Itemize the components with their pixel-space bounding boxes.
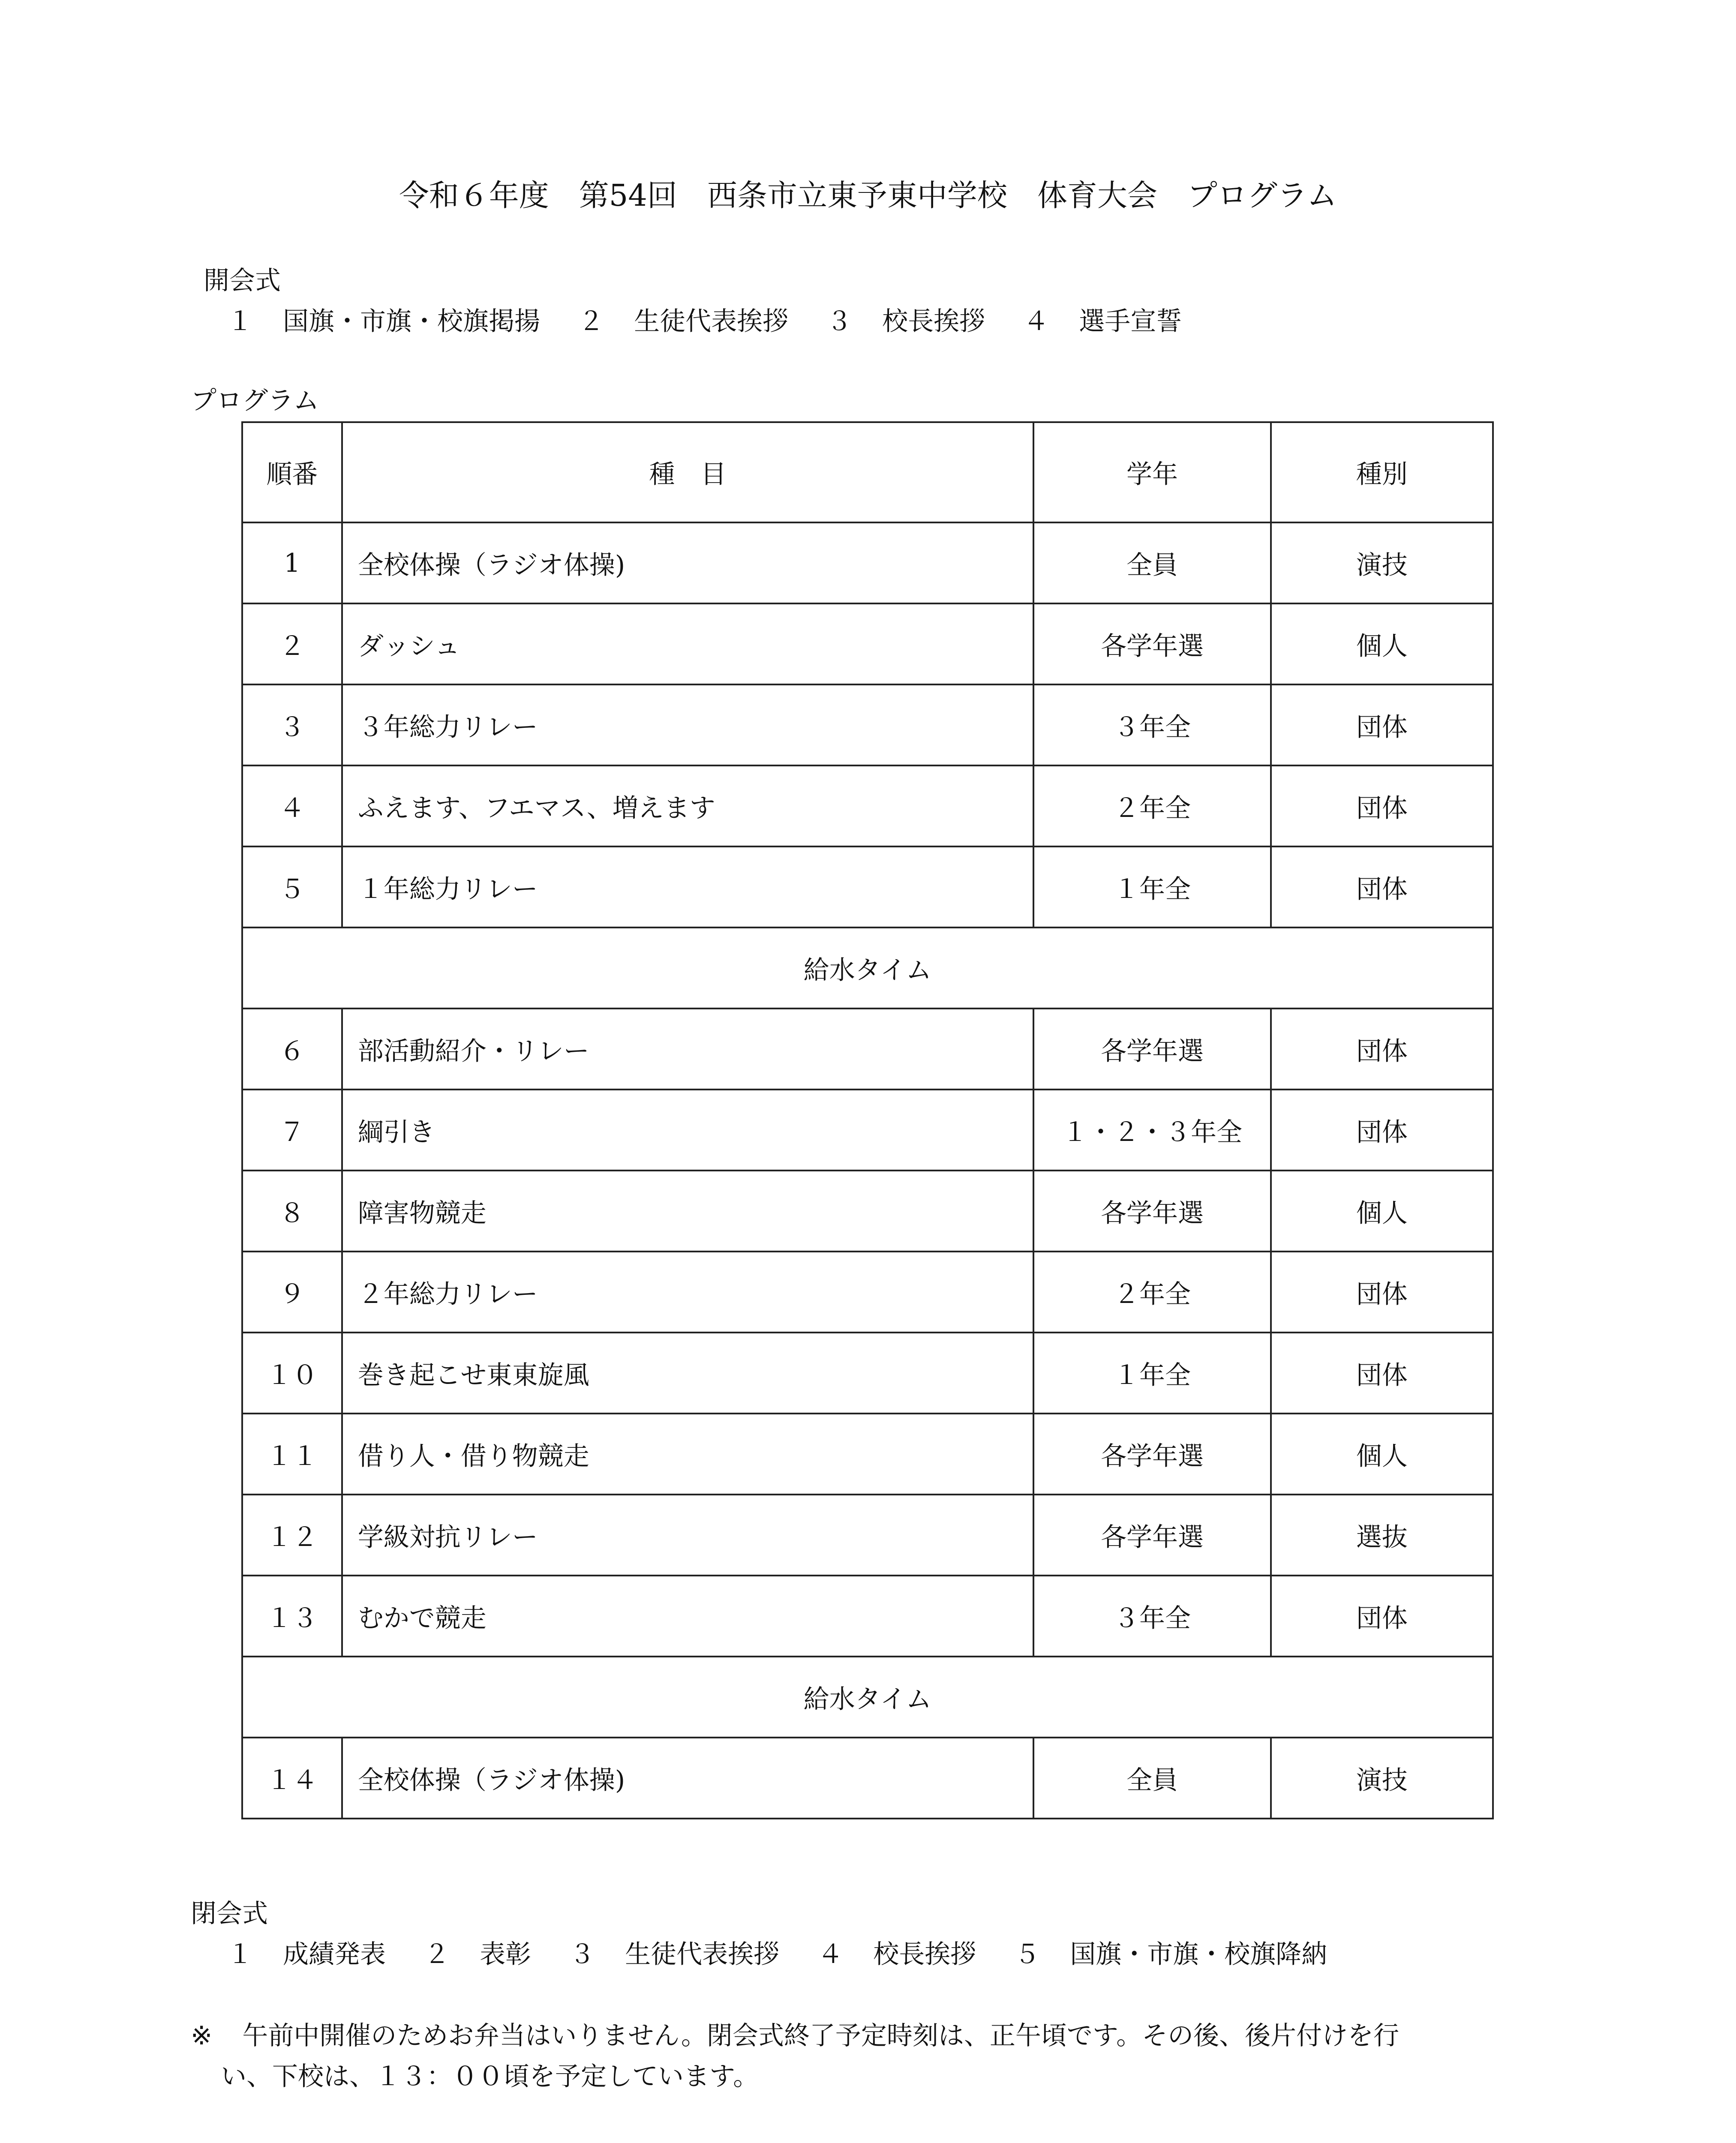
cell-type: 個人: [1271, 1414, 1493, 1495]
column-header-type: 種別: [1271, 422, 1493, 522]
cell-grade: ３年全: [1033, 1576, 1270, 1657]
note-line-1: [191, 2023, 1399, 2049]
closing-item-text: 成績発表: [283, 1939, 386, 1969]
cell-order: １２: [242, 1495, 342, 1576]
cell-event: ダッシュ: [342, 603, 1034, 684]
break-row: [242, 927, 1493, 1008]
table-row: [242, 1738, 1493, 1819]
cell-type: 団体: [1271, 1008, 1493, 1090]
cell-event: 巻き起こせ東東旋風: [342, 1333, 1034, 1414]
table-header-row: [242, 422, 1493, 522]
cell-order: ９: [242, 1252, 342, 1333]
closing-item-text: 表彰: [480, 1939, 532, 1969]
note-line-2: い、下校は、１３：００頃を予定しています。: [221, 2062, 759, 2092]
cell-event: ３年総力リレー: [342, 684, 1034, 765]
cell-type: 演技: [1271, 1738, 1493, 1819]
program-heading: プログラム: [191, 386, 319, 416]
closing-item-number: １: [227, 1939, 253, 1969]
water-break-cell: 給水タイム: [242, 927, 1493, 1008]
table-row: [242, 1576, 1493, 1657]
cell-event: 障害物競走: [342, 1171, 1034, 1252]
cell-grade: １・２・３年全: [1033, 1090, 1270, 1171]
cell-order: １０: [242, 1333, 342, 1414]
cell-order: 1: [242, 522, 342, 603]
water-break-cell: 給水タイム: [242, 1657, 1493, 1738]
cell-type: 団体: [1271, 1576, 1493, 1657]
cell-event: ふえます、フエマス、増えます: [342, 765, 1034, 846]
cell-event: 部活動紹介・リレー: [342, 1008, 1034, 1090]
program-table: [241, 421, 1494, 1819]
cell-event: 学級対抗リレー: [342, 1495, 1034, 1576]
column-header-event: 種 目: [342, 422, 1034, 522]
cell-grade: 各学年選: [1033, 1008, 1270, 1090]
cell-event: むかで競走: [342, 1576, 1034, 1657]
closing-item-number: ５: [1014, 1939, 1040, 1969]
table-row: [242, 765, 1493, 846]
closing-item-text: 校長挨拶: [873, 1939, 976, 1969]
opening-ceremony-items: [227, 306, 1182, 336]
cell-order: ３: [242, 684, 342, 765]
cell-grade: 各学年選: [1033, 1495, 1270, 1576]
column-header-grade: 学年: [1033, 422, 1270, 522]
cell-order: ５: [242, 846, 342, 927]
cell-order: １１: [242, 1414, 342, 1495]
closing-item-number: ２: [424, 1939, 450, 1969]
opening-item-text: 国旗・市旗・校旗掲揚: [283, 306, 540, 336]
closing-item-text: 国旗・市旗・校旗降納: [1070, 1939, 1328, 1969]
cell-type: 団体: [1271, 1090, 1493, 1171]
table-row: [242, 1171, 1493, 1252]
column-header-order: 順番: [242, 422, 342, 522]
cell-type: 団体: [1271, 765, 1493, 846]
cell-type: 選抜: [1271, 1495, 1493, 1576]
cell-grade: 全員: [1033, 1738, 1270, 1819]
opening-item-number: １: [227, 306, 253, 336]
cell-order: ４: [242, 765, 342, 846]
table-row: [242, 1090, 1493, 1171]
break-row: [242, 1657, 1493, 1738]
closing-item-number: ３: [569, 1939, 595, 1969]
closing-ceremony-heading: 閉会式: [191, 1899, 268, 1929]
cell-grade: 各学年選: [1033, 603, 1270, 684]
cell-type: 個人: [1271, 1171, 1493, 1252]
cell-grade: ３年全: [1033, 684, 1270, 765]
closing-item-number: ４: [817, 1939, 844, 1969]
cell-type: 団体: [1271, 1252, 1493, 1333]
cell-type: 団体: [1271, 684, 1493, 765]
cell-grade: ２年全: [1033, 1252, 1270, 1333]
cell-type: 個人: [1271, 603, 1493, 684]
cell-order: １４: [242, 1738, 342, 1819]
table-row: [242, 1495, 1493, 1576]
cell-event: ２年総力リレー: [342, 1252, 1034, 1333]
cell-order: １３: [242, 1576, 342, 1657]
cell-grade: 各学年選: [1033, 1414, 1270, 1495]
page-title: 令和６年度 第54回 西条市立東予東中学校 体育大会 プログラム: [399, 178, 1337, 213]
cell-order: ６: [242, 1008, 342, 1090]
cell-grade: １年全: [1033, 1333, 1270, 1414]
cell-type: 演技: [1271, 522, 1493, 603]
cell-type: 団体: [1271, 846, 1493, 927]
cell-type: 団体: [1271, 1333, 1493, 1414]
opening-item-number: ４: [1023, 306, 1049, 336]
cell-grade: 各学年選: [1033, 1171, 1270, 1252]
cell-order: ７: [242, 1090, 342, 1171]
opening-item-number: ３: [826, 306, 853, 336]
opening-item-text: 校長挨拶: [882, 306, 985, 336]
table-row: [242, 1414, 1493, 1495]
cell-event: 全校体操（ラジオ体操): [342, 1738, 1034, 1819]
note-text: 午前中開催のためお弁当はいりません。閉会式終了予定時刻は、正午頃です。その後、後片付けを行: [242, 2021, 1400, 2051]
cell-event: １年総力リレー: [342, 846, 1034, 927]
cell-order: ２: [242, 603, 342, 684]
opening-item-number: ２: [578, 306, 604, 336]
table-row: [242, 1008, 1493, 1090]
table-row: [242, 846, 1493, 927]
cell-grade: １年全: [1033, 846, 1270, 927]
opening-ceremony-heading: 開会式: [204, 266, 281, 296]
cell-event: 借り人・借り物競走: [342, 1414, 1034, 1495]
closing-ceremony-items: [227, 1939, 1328, 1969]
table-row: [242, 1333, 1493, 1414]
table-row: [242, 603, 1493, 684]
table-row: [242, 1252, 1493, 1333]
cell-event: 綱引き: [342, 1090, 1034, 1171]
cell-order: ８: [242, 1171, 342, 1252]
cell-grade: ２年全: [1033, 765, 1270, 846]
cell-grade: 全員: [1033, 522, 1270, 603]
closing-item-text: 生徒代表挨拶: [625, 1939, 780, 1969]
table-row: [242, 684, 1493, 765]
opening-item-text: 選手宣誓: [1079, 306, 1182, 336]
table-row: [242, 522, 1493, 603]
cell-event: 全校体操（ラジオ体操): [342, 522, 1034, 603]
note-mark: ※: [191, 2021, 213, 2051]
opening-item-text: 生徒代表挨拶: [634, 306, 789, 336]
